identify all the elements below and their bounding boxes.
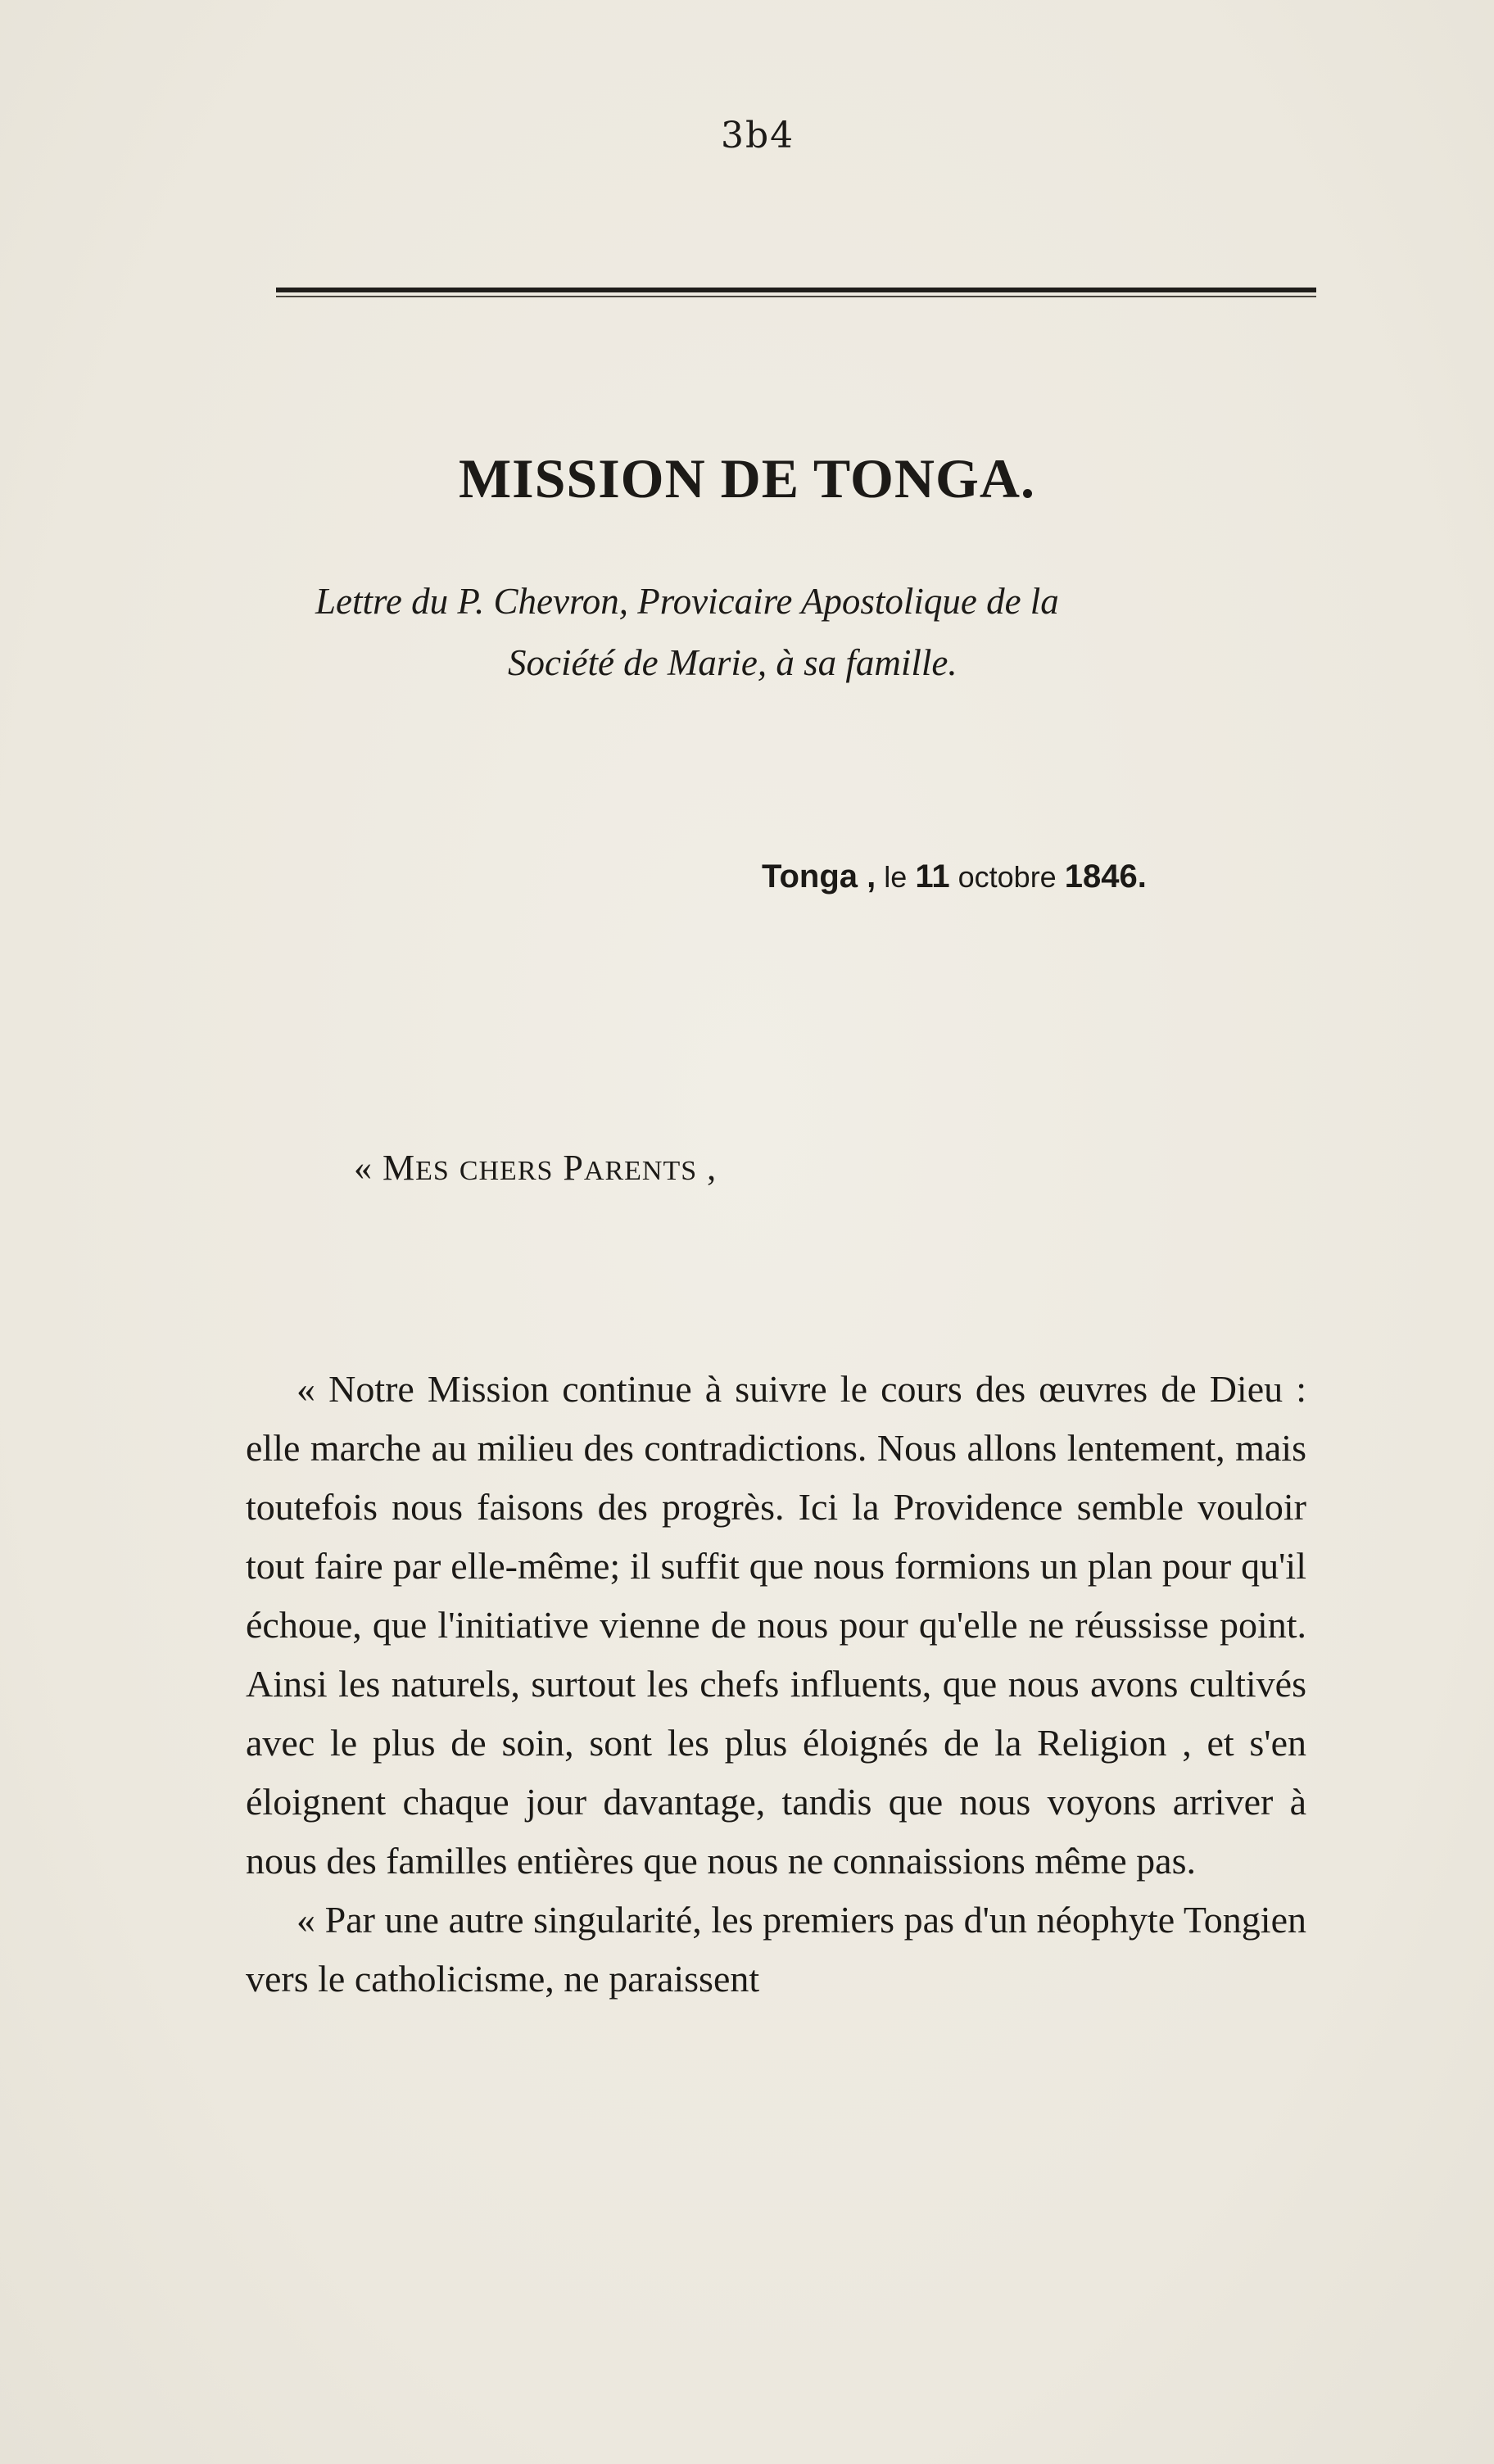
salutation <box>354 1147 717 1189</box>
header-rule-thin <box>276 296 1316 297</box>
letter-subtitle-line-2: Société de Marie, à sa famille. <box>508 642 958 683</box>
letter-subtitle-line-1: Lettre du P. Chevron, Provicaire Apostolique de la <box>315 581 1059 622</box>
dateline-place: Tonga , <box>762 858 876 895</box>
page-number: 3b4 <box>721 115 795 156</box>
salutation-parents-rest: ARENTS <box>583 1156 698 1186</box>
dateline <box>762 858 1147 895</box>
paragraph-2: « Par une autre singularité, les premiers pas d'un néophyte Tongien vers le catholicisme, ne paraissent <box>246 1899 1306 2000</box>
dateline-day: 11 <box>915 858 950 895</box>
salutation-quote: « <box>354 1148 373 1188</box>
letter-body <box>246 1360 1306 2009</box>
salutation-mes-rest: ES <box>415 1156 450 1186</box>
header-rule <box>276 288 1316 292</box>
dateline-le: le <box>884 860 908 894</box>
section-heading: MISSION DE TONGA. <box>458 447 1036 510</box>
dateline-year: 1846. <box>1064 858 1147 895</box>
salutation-mes-initial: M <box>383 1148 416 1188</box>
salutation-parents-initial: P <box>563 1148 584 1188</box>
salutation-chers: CHERS <box>459 1156 554 1186</box>
paragraph-1: « Notre Mission continue à suivre le cours des œuvres de Dieu : elle marche au milieu des contradictions. Nous allons lentement, mais toutefois nous faisons des progrès. Ici la Providence semble vouloir tout faire par elle-même; il suffit que nous formions un plan pour qu'il échoue, que l'initiative vienne de nous pour qu'elle ne réussisse point. Ainsi les naturels, surtout les chefs influents, que nous avons cultivés avec le plus de soin, sont les plus éloignés de la Religion , et s'en éloignent chaque jour davantage, tandis que nous voyons arriver à nous des familles entières que nous ne connaissions même pas. <box>246 1368 1306 1882</box>
salutation-trail: , <box>707 1148 718 1188</box>
dateline-month: octobre <box>958 860 1057 894</box>
